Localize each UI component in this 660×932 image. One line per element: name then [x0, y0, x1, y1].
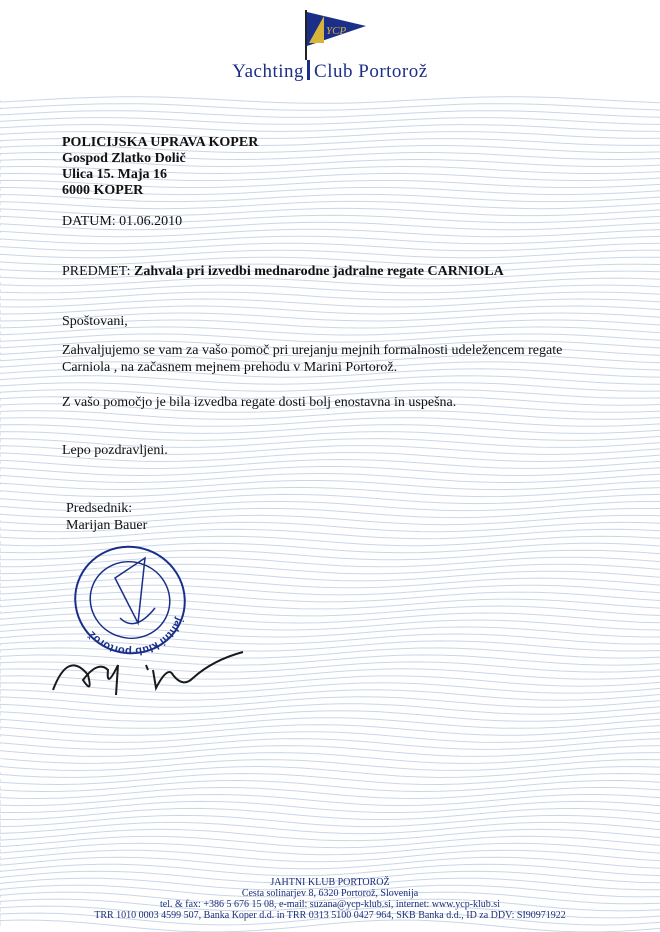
wave-line [0, 920, 660, 932]
club-name [0, 60, 660, 83]
wave-line [0, 704, 660, 715]
wave-line [0, 418, 660, 427]
wave-line [0, 753, 660, 764]
wave-line [0, 411, 660, 420]
body-paragraph-1 [62, 342, 602, 376]
recipient-line: Ulica 15. Maja 16 [62, 167, 167, 182]
subject-text: Zahvala pri izvedbi mednarodne jadralne regate CARNIOLA [134, 264, 504, 279]
wave-line [0, 118, 660, 125]
body-line: Carniola , na začasnem mejnem prehodu v Marini Portorož. [62, 360, 398, 375]
wave-line [0, 836, 660, 847]
recipient-line: POLICIJSKA UPRAVA KOPER [62, 135, 259, 150]
wave-line [0, 292, 660, 300]
recipient-line: 6000 KOPER [62, 183, 144, 198]
wave-line [0, 815, 660, 826]
club-flag-logo [296, 6, 368, 60]
footer-line: tel. & fax: +386 5 676 15 08, e-mail: suzana@ycp-klub.si, internet: www.ycp-klub.si [160, 899, 500, 910]
wave-line [0, 857, 660, 869]
wave-line [0, 711, 660, 722]
body-line: Zahvaljujemo se vam za vašo pomoč pri urejanju mejnih formalnosti udeležencem regate [62, 343, 563, 358]
wave-line [0, 201, 660, 208]
wave-line [0, 236, 660, 244]
club-name-divider [307, 60, 310, 80]
wave-line [0, 864, 660, 876]
wave-line [0, 111, 660, 118]
wave-line [0, 739, 660, 750]
letter-footer [0, 877, 660, 921]
footer-line: JAHTNI KLUB PORTOROŽ [270, 877, 390, 888]
club-name-part1: Yachting [232, 61, 305, 82]
closing: Lepo pozdravljeni. [62, 443, 168, 458]
letter-subject [62, 263, 504, 280]
subject-label: PREDMET: [62, 264, 131, 279]
signatory-name: Marijan Bauer [66, 518, 148, 533]
wave-line [0, 801, 660, 812]
handwritten-signature [48, 640, 248, 700]
stamp-text: jahtni klub portorož [85, 615, 186, 658]
footer-line: Cesta solinarjev 8, 6320 Portorož, Slovenija [241, 888, 419, 899]
wave-line [0, 250, 660, 258]
wave-line [0, 774, 660, 785]
wave-line [0, 229, 660, 236]
wave-line [0, 760, 660, 771]
club-name-part2: Club Portorož [314, 61, 428, 82]
body-paragraph-2: Z vašo pomočjo je bila izvedba regate dosti bolj enostavna in uspešna. [62, 395, 457, 410]
wave-line [0, 104, 660, 111]
flag-text: YCP [326, 25, 347, 37]
wave-line [0, 243, 660, 251]
recipient-address [62, 135, 258, 199]
wave-line [0, 843, 660, 854]
recipient-line: Gospod Zlatko Dolič [62, 151, 186, 166]
signatory [66, 500, 147, 534]
wave-line [0, 285, 660, 293]
wave-line [0, 781, 660, 792]
wave-line [0, 725, 660, 736]
salutation: Spoštovani, [62, 314, 128, 329]
wave-line [0, 125, 660, 132]
footer-line: TRR 1010 0003 4599 507, Banka Koper d.d. in TRR 0313 5100 0427 964, SKB Banka d.d., ID za DDV: SI90971922 [94, 910, 566, 921]
letter-date: DATUM: 01.06.2010 [62, 214, 183, 229]
wave-line [0, 97, 660, 104]
signatory-role: Predsednik: [66, 501, 133, 516]
wave-line [0, 829, 660, 840]
